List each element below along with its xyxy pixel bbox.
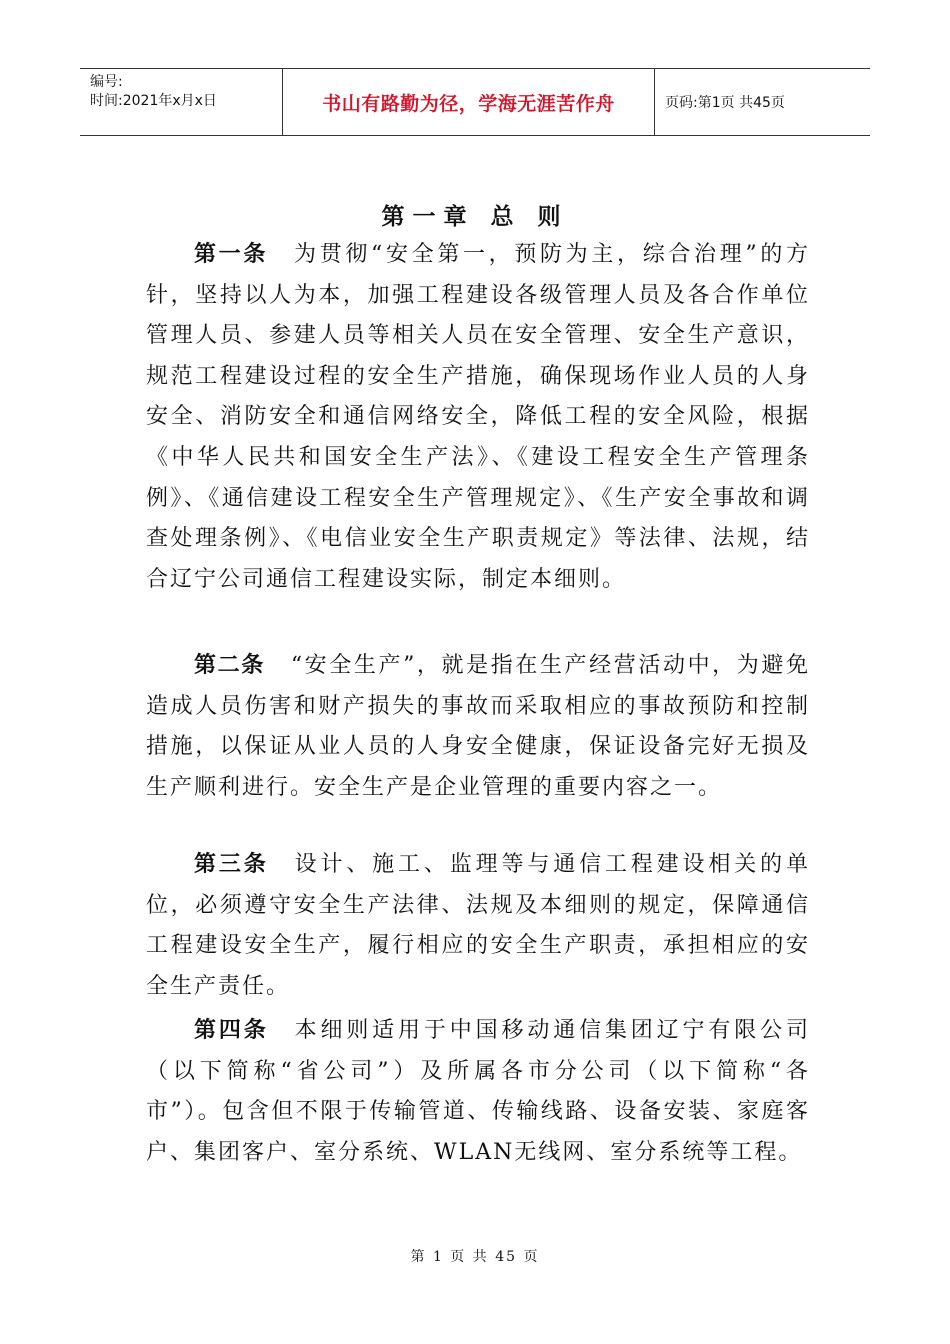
article-label: 第一条: [194, 242, 269, 267]
chapter-title: 第一章 总 则: [381, 204, 569, 230]
header-page-info: 页码:第1页 共45页: [665, 95, 785, 111]
document-time-label: 时间:2021年x月x日: [90, 93, 217, 109]
header-table: [80, 68, 870, 136]
page-footer: 第 1 页 共 45 页: [410, 1249, 540, 1265]
article-text: 设计、施工、监理等与通信工程建设相关的单位，必须遵守安全生产法律、法规及本细则的规定，保障通信工程建设安全生产，履行相应的安全生产职责，承担相应的安全生产责任。: [146, 852, 810, 999]
header-motto: 书山有路勤为径，学海无涯苦作舟: [283, 69, 655, 135]
article-label: 第三条: [194, 852, 269, 877]
article-3: [146, 845, 810, 1007]
article-4: [146, 1011, 810, 1173]
article-text: 为贯彻“安全第一，预防为主，综合治理”的方针，坚持以人为本，加强工程建设各级管理人员及各合作单位管理人员、参建人员等相关人员在安全管理、安全生产意识，规范工程建设过程的安全生产措施，确保现场作业人员的人身安全、消防安全和通信网络安全，降低工程的安全风险，根据《中华人民共和国安全生产法》、《建设工程安全生产管理条例》、《通信建设工程安全生产管理规定》、《生产安全事故和调查处理条例》、《电信业安全生产职责规定》等法律、法规，结合辽宁公司通信工程建设实际，制定本细则。: [146, 242, 810, 592]
article-label: 第二条: [194, 653, 265, 678]
document-number-label: 编号:: [90, 74, 123, 90]
article-1: [146, 235, 810, 600]
article-text: 本细则适用于中国移动通信集团辽宁有限公司（以下简称“省公司”）及所属各市分公司（以下简称“各市”）。包含但不限于传输管道、传输线路、设备安装、家庭客户、集团客户、室分系统、WLAN无线网、室分系统等工程。: [146, 1018, 810, 1165]
article-label: 第四条: [194, 1018, 269, 1043]
article-text: “安全生产”，就是指在生产经营活动中，为避免造成人员伤害和财产损失的事故而采取相应的事故预防和控制措施，以保证从业人员的人身安全健康，保证设备完好无损及生产顺利进行。安全生产是企业管理的重要内容之一。: [146, 653, 810, 800]
article-2: [146, 646, 810, 808]
header-meta-cell: [80, 69, 283, 135]
